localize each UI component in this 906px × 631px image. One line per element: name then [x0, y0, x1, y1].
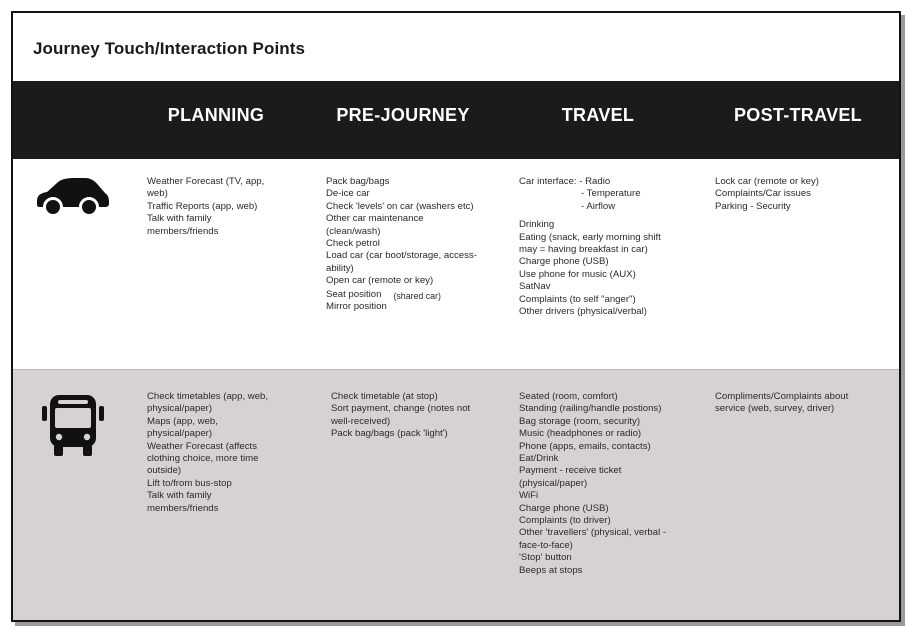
list-item: Lock car (remote or key)	[715, 176, 819, 187]
list-item: Complaints (to driver)	[519, 515, 611, 527]
list-item: Use phone for music (AUX)	[519, 268, 636, 280]
shared-car-note: (shared car)	[393, 290, 441, 301]
list-item: Lift to/from bus-stop	[147, 477, 232, 489]
bus-icon	[41, 392, 105, 458]
list-item: Phone (apps, emails, contacts)	[519, 440, 651, 452]
list-item: Complaints (to self "anger")	[519, 293, 636, 305]
list-item: Bag storage (room, security)	[519, 415, 641, 427]
list-item: Weather Forecast (TV, app,	[147, 176, 265, 187]
car-post-travel-cell	[715, 176, 885, 213]
list-item: Other 'travellers' (physical, verbal -	[519, 527, 667, 539]
list-item: Music (headphones or radio)	[519, 428, 642, 440]
car-travel-cell	[519, 176, 699, 318]
list-item: may = having breakfast in car)	[519, 244, 648, 256]
list-item: Other car maintenance	[326, 213, 424, 225]
list-item: - Airflow	[581, 200, 616, 212]
list-item: well-received)	[331, 415, 391, 427]
list-item: Mirror position	[326, 301, 387, 313]
list-item: 'Stop' button	[519, 552, 572, 564]
bus-planning-cell	[147, 391, 307, 515]
list-item: (physical/paper)	[519, 477, 588, 489]
list-item: Beeps at stops	[519, 564, 583, 576]
list-item: Seated (room, comfort)	[519, 391, 618, 402]
diagram-frame	[11, 11, 901, 622]
list-item: Load car (car boot/storage, access-	[326, 250, 477, 262]
list-item: physical/paper)	[147, 428, 213, 440]
list-item: Charge phone (USB)	[519, 502, 609, 514]
bus-post-travel-cell	[715, 391, 890, 416]
column-header-post-travel: POST-TRAVEL	[734, 105, 862, 125]
list-item: members/friends	[147, 502, 219, 514]
column-header-pre-journey: PRE-JOURNEY	[336, 105, 470, 125]
column-header-travel: TRAVEL	[561, 105, 635, 125]
page-title: Journey Touch/Interaction Points	[33, 39, 306, 58]
list-item: Drinking	[519, 219, 555, 231]
list-item: Parking - Security	[715, 200, 791, 212]
list-item: service (web, survey, driver)	[715, 403, 835, 415]
list-item: Maps (app, web,	[147, 415, 218, 427]
list-item: Complaints/Car issues	[715, 188, 811, 200]
list-item: Car interface: - Radio	[519, 176, 611, 187]
car-planning-cell	[147, 176, 297, 238]
bus-pre-journey-cell	[331, 391, 511, 441]
list-item: WiFi	[519, 490, 539, 502]
list-item: Standing (railing/handle postions)	[519, 403, 662, 415]
list-item: SatNav	[519, 281, 551, 293]
list-item: Other drivers (physical/verbal)	[519, 306, 647, 318]
list-item: physical/paper)	[147, 403, 213, 415]
list-item: - Temperature	[581, 188, 641, 200]
list-item: web)	[147, 188, 168, 200]
list-item: members/friends	[147, 225, 219, 237]
list-item: Payment - receive ticket	[519, 465, 622, 477]
list-item: Check petrol	[326, 238, 380, 250]
list-item: Check 'levels' on car (washers etc)	[326, 200, 474, 212]
list-item: Pack bag/bags (pack 'light')	[331, 428, 448, 440]
list-item: Pack bag/bags	[326, 176, 390, 187]
list-item: Eating (snack, early morning shift	[519, 231, 661, 243]
list-item: Eat/Drink	[519, 453, 559, 465]
list-item: clothing choice, more time	[147, 453, 259, 465]
list-item: Check timetables (app, web,	[147, 391, 269, 402]
list-item: Open car (remote or key)	[326, 275, 434, 287]
list-item: (clean/wash)	[326, 225, 381, 237]
list-item: Sort payment, change (notes not	[331, 403, 471, 415]
car-pre-journey-cell	[326, 176, 506, 313]
bus-travel-cell	[519, 391, 704, 577]
list-item: Check timetable (at stop)	[331, 391, 438, 402]
list-item: Compliments/Complaints about	[715, 391, 849, 402]
list-item: face-to-face)	[519, 539, 573, 551]
column-header-planning: PLANNING	[167, 105, 265, 125]
list-item: Talk with family	[147, 213, 212, 225]
list-item: outside)	[147, 465, 182, 477]
list-item: Traffic Reports (app, web)	[147, 200, 258, 212]
list-item: Weather Forecast (affects	[147, 440, 258, 452]
car-icon	[33, 173, 111, 215]
list-item: Talk with family	[147, 490, 212, 502]
list-item-text: Seat position	[326, 288, 382, 300]
list-item	[326, 288, 506, 301]
list-item: ability)	[326, 262, 354, 274]
list-item: De-ice car	[326, 188, 370, 200]
list-item: Charge phone (USB)	[519, 256, 609, 268]
